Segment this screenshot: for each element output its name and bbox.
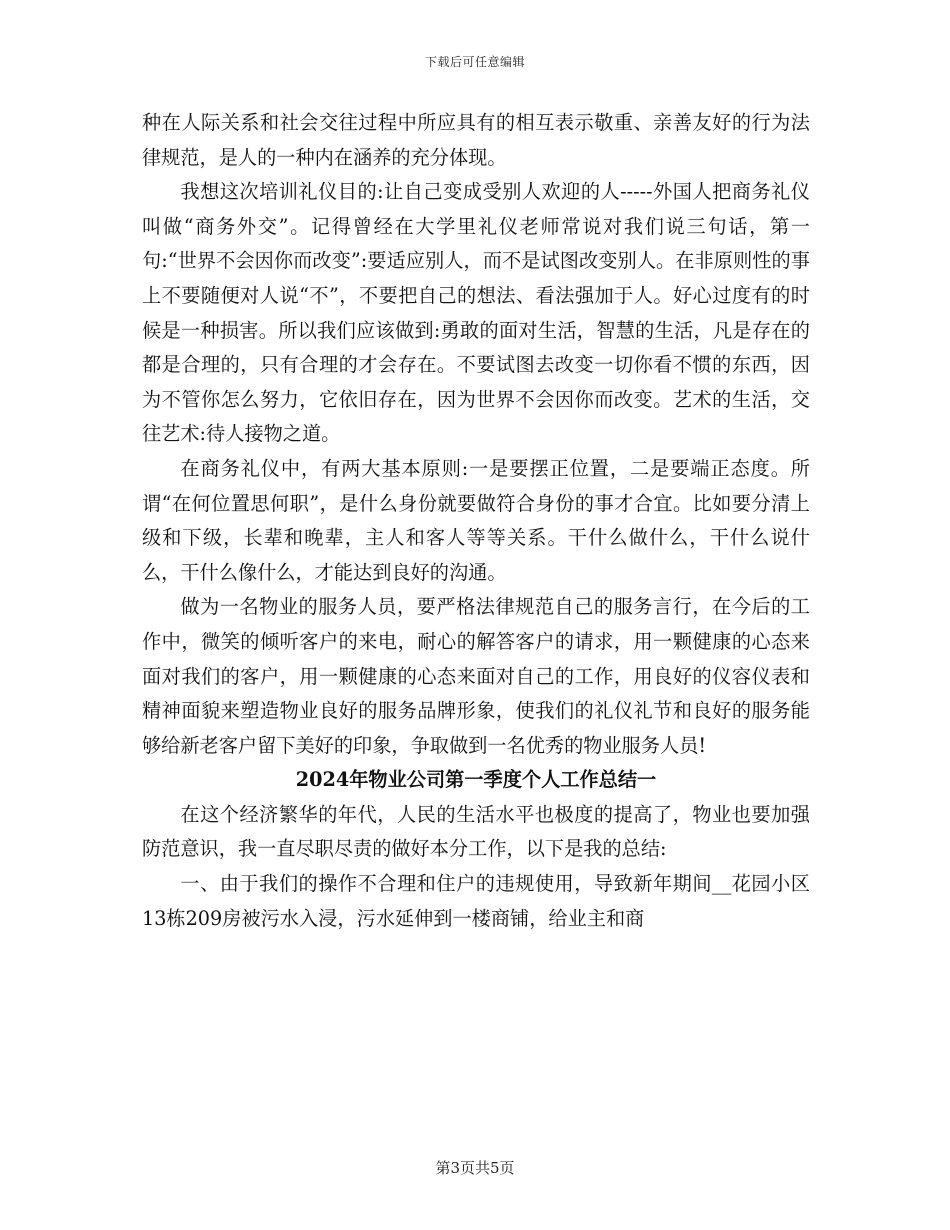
body-paragraph-4: 做为一名物业的服务人员，要严格法律规范自己的服务言行，在今后的工作中，微笑的倾听客户的来电，耐心的解答客户的请求，用一颗健康的心态来面对我们的客户，用一颗健康的心态来面对自己的工作，用良好的仪容仪表和精神面貌来塑造物业良好的服务品牌形象，使我们的礼仪礼节和良好的服务能够给新老客户留下美好的印象，争取做到一名优秀的物业服务人员! — [142, 595, 810, 757]
section-paragraph-2: 一、由于我们的操作不合理和住户的违规使用，导致新年期间__花园小区13栋209房被污水入浸，污水延伸到一楼商铺，给业主和商 — [142, 872, 810, 930]
section-paragraph-1: 在这个经济繁华的年代，人民的生活水平也极度的提高了，物业也要加强防范意识，我一直尽职尽责的做好本分工作，以下是我的总结: — [142, 802, 810, 861]
page-header-note: 下载后可任意编辑 — [424, 55, 525, 69]
body-paragraph-3: 在商务礼仪中，有两大基本原则:一是要摆正位置，二是要端正态度。所谓“在何位置思何职”，是什么身份就要做符合身份的事才合宜。比如要分清上级和下级，长辈和晚辈，主人和客人等等关系。干什么做什么，干什么说什么，干什么像什么，才能达到良好的沟通。 — [142, 456, 810, 584]
section-title: 2024年物业公司第一季度个人工作总结一 — [295, 768, 657, 792]
body-paragraph-2: 我想这次培训礼仪目的:让自己变成受别人欢迎的人-----外国人把商务礼仪叫做“商务外交”。记得曾经在大学里礼仪老师常说对我们说三句话，第一句:“世界不会因你而改变”:要适应别人，而不是试图改变别人。在非原则性的事上不要随便对人说“不”，不要把自己的想法、看法强加于人。好心过度有的时候是一种损害。所以我们应该做到:勇敢的面对生活，智慧的生活，凡是存在的都是合理的，只有合理的才会存在。不要试图去改变一切你看不惯的东西，因为不管你怎么努力，它依旧存在，因为世界不会因你而改变。艺术的生活，交往艺术:待人接物之道。 — [142, 180, 810, 446]
page-number-footer: 第3页共5页 — [435, 1159, 515, 1177]
document-body — [142, 106, 810, 936]
body-paragraph-1: 种在人际关系和社会交往过程中所应具有的相互表示敬重、亲善友好的行为法律规范，是人的一种内在涵养的充分体现。 — [142, 111, 810, 169]
